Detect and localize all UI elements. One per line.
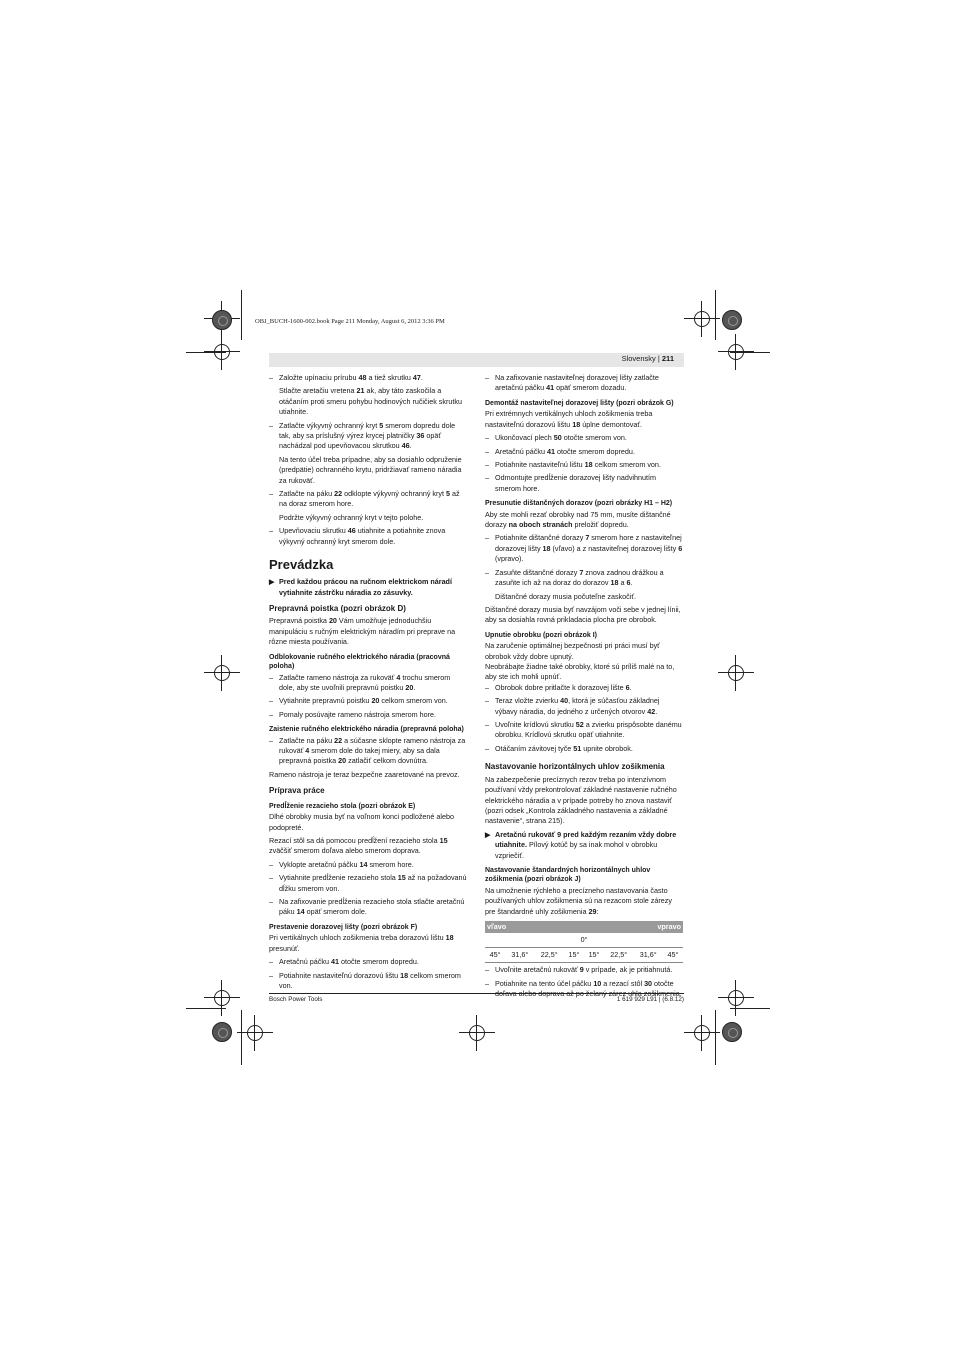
list-item [269, 736, 467, 767]
text-run: utiahnite a potiahnite znova výkyvný ochranný kryt smerom dole. [279, 526, 446, 546]
text-run: smerom hore. [367, 859, 414, 869]
text-run: Odmontujte predĺženie dorazovej lišty nadvihnutím smerom hore. [495, 473, 657, 493]
crop-mark [241, 290, 242, 340]
text-run: Pomaly posúvajte rameno nástroja smerom hore. [279, 709, 436, 719]
text-run: : [596, 906, 599, 916]
list-dash: – [269, 859, 273, 869]
reference-number: 36 [416, 431, 425, 441]
heading-clamping: Upnutie obrobku (pozri obrázok I) [485, 631, 597, 639]
list-item [269, 421, 467, 452]
list-dash: – [269, 526, 273, 536]
crop-mark [186, 352, 226, 353]
text-run: Zatlačte na páku [279, 489, 335, 499]
section-title: Prevádzka [269, 557, 334, 573]
paragraph [485, 886, 683, 917]
reference-number: 5 [379, 420, 384, 430]
list-item [485, 965, 683, 975]
reference-number: 10 [593, 978, 602, 988]
crop-mark [730, 1008, 770, 1009]
list-dash: – [269, 672, 273, 682]
page-header [269, 353, 684, 367]
list-item [485, 473, 683, 494]
text-run: Na tento účel treba prípadne, aby sa dosiahlo odpruženie (predpätie) ochranného krytu, pridržiavať rameno náradia za rukoväť. [279, 454, 462, 485]
reference-number: 15 [397, 873, 406, 883]
reference-number: 30 [644, 978, 653, 988]
text-run: (vpravo). [495, 554, 524, 564]
text-run: . [413, 682, 416, 692]
text-run: Potiahnite nastaviteľnú dorazovú lištu [279, 970, 401, 980]
reference-number: 18 [542, 543, 551, 553]
reference-number: 18 [584, 459, 593, 469]
text-run: zväčšiť smerom doľava alebo smerom doprava. [269, 846, 421, 856]
list-item [269, 526, 467, 547]
text-run: Potiahnite dištančné dorazy [495, 533, 586, 543]
text-run: Zatlačte na páku [279, 735, 335, 745]
text-run: Založte upínaciu prírubu [279, 373, 359, 382]
list-dash: – [485, 446, 489, 456]
crop-mark [715, 1010, 716, 1065]
text-run: opäť smerom dole. [304, 907, 367, 917]
reference-number: 51 [573, 743, 582, 753]
list [485, 533, 683, 601]
left-column [269, 373, 467, 994]
table-cell-angle: 15° [564, 948, 584, 963]
table-cell-angle: 15° [584, 948, 604, 963]
text-run: Zatlačte rameno nástroja za rukoväť [279, 672, 397, 682]
text-run: . [409, 441, 412, 451]
list-item [485, 533, 683, 564]
list-item [485, 568, 683, 589]
intro-list [269, 373, 467, 547]
reference-number: 41 [546, 446, 555, 456]
text-run: . [629, 682, 632, 692]
text-run: Potiahnite na tento účel páčku [495, 978, 594, 988]
paragraph [269, 616, 467, 647]
list [485, 433, 683, 494]
list-dash: – [485, 373, 489, 382]
reference-number: 48 [358, 373, 367, 382]
paragraph: Dištančné dorazy musia byť navzájom voči sebe v jednej línii, aby sa dosiahla rovná prikladacia plocha pre obrobok. [485, 604, 681, 625]
table-cell-angle: 31,6° [633, 948, 662, 963]
list-dash: – [269, 970, 273, 980]
text-run: Otáčaním závitovej tyče [495, 743, 574, 753]
list-item [485, 433, 683, 443]
list-dash: – [269, 709, 273, 719]
reference-number: 41 [546, 383, 555, 393]
text-run: . [655, 706, 658, 716]
text-run: Prepravná poistka [269, 616, 329, 626]
list-dash: – [485, 696, 489, 706]
reference-number: 4 [396, 672, 401, 682]
list-dash: – [485, 965, 489, 975]
list-item [485, 373, 683, 394]
list-dash: – [485, 433, 489, 443]
list-dash: – [485, 682, 489, 692]
reference-number: 6 [678, 543, 683, 553]
text-run: Potiahnite nastaviteľnú lištu [495, 459, 585, 469]
header-language: Slovensky [621, 354, 656, 363]
list-item [269, 971, 467, 992]
text-run: Ukončovací plech [495, 433, 554, 443]
reference-number: 40 [560, 696, 569, 706]
reference-number: 6 [625, 682, 630, 692]
text-run: celkom smerom von. [592, 459, 661, 469]
page-footer [269, 993, 684, 1003]
table-row [485, 948, 683, 963]
heading-unlock: Odblokovanie ručného elektrického náradia (pracovná poloha) [269, 653, 450, 671]
list [269, 860, 467, 918]
list-item [269, 386, 467, 417]
text-run: a tiež skrutku [366, 373, 413, 382]
text-run: Podržte výkyvný ochranný kryt v tejto polohe. [279, 512, 424, 522]
text-run: Vytiahnite prepravnú poistku [279, 696, 372, 706]
list-item [485, 460, 683, 470]
list [269, 736, 467, 767]
text-run: upnite obrobok. [581, 743, 633, 753]
table-cell-angle: 22,5° [604, 948, 633, 963]
reference-number: 22 [334, 735, 343, 745]
crop-mark [241, 1010, 242, 1065]
heading-standard-angles: Nastavovanie štandardných horizontálnych uhlov zošikmenia (pozri obrázok J) [485, 866, 651, 884]
list-dash: – [269, 897, 273, 907]
text-run: Aby ste mohli rezať obrobky nad 75 mm, musíte dištančné dorazy [485, 509, 671, 530]
reference-number: 41 [330, 957, 339, 967]
reference-number: 4 [305, 746, 310, 756]
list-item [269, 897, 467, 918]
list-item [269, 489, 467, 510]
text-run: . [630, 578, 633, 588]
text-run: Na umožnenie rýchleho a precízneho nastavovania často používaných uhlov zošikmenia sú na rezacom stole zárezy pre štandardné uhly zošikmenia [485, 885, 672, 916]
list-item [269, 373, 467, 383]
registration-mark [243, 1021, 267, 1045]
crop-mark [715, 290, 716, 340]
list-item [269, 696, 467, 706]
registration-mark [210, 661, 234, 685]
text-run: Dištančné dorazy musia počuteľne zaskočiť. [495, 591, 637, 601]
paragraph [269, 933, 467, 954]
reference-number: 20 [338, 756, 347, 766]
text-run: a zvierku prispôsobte danému obrobku. Krídlovú skrutku opäť utiahnite. [495, 720, 682, 740]
text-run: a súčasne sklopte rameno nástroja za rukoväť [279, 735, 466, 756]
text-run: Upevňovaciu skrutku [279, 526, 348, 536]
heading-fence-removal: Demontáž nastaviteľnej dorazovej lišty (pozri obrázok G) [485, 399, 674, 407]
footer-right: 1 619 929 L91 | (6.8.12) [616, 996, 684, 1003]
text-run: celkom smerom von. [379, 696, 448, 706]
heading-preparation: Príprava práce [269, 786, 325, 796]
list-item [269, 513, 467, 523]
reference-number: 7 [585, 533, 590, 543]
list-item [269, 873, 467, 894]
registration-mark [724, 661, 748, 685]
paragraph: Rameno nástroja je teraz bezpečne zaaretované na prevoz. [269, 769, 460, 779]
list [269, 673, 467, 721]
reference-number: 46 [347, 526, 356, 536]
text-run: opäť nachádzal pod upevňovacou skrutkou [279, 431, 442, 451]
reference-number: 22 [334, 489, 343, 499]
paragraph [485, 510, 683, 531]
page-number: 211 [661, 354, 674, 363]
list-dash: – [485, 459, 489, 469]
list [269, 957, 467, 991]
reference-number: 47 [412, 373, 421, 382]
text-run: otočte smerom von. [561, 433, 627, 443]
text-run: Na zafixovanie nastaviteľnej dorazovej lišty zatlačte aretačnú páčku [495, 373, 659, 393]
table-cell-angle: 45° [485, 948, 505, 963]
text-run: Zasuňte dištančné dorazy [495, 567, 580, 577]
reference-number: 20 [371, 696, 380, 706]
text-run: opäť smerom dozadu. [554, 383, 627, 393]
paragraph: Neobrábajte žiadne také obrobky, ktoré sú príliš malé na to, aby ste ich mohli upnúť. [485, 662, 675, 682]
list-dash: – [269, 873, 273, 883]
reference-number: 52 [575, 720, 584, 730]
text-run: Vytiahnite predĺženie rezacieho stola [279, 873, 398, 883]
print-slug: OBJ_BUCH-1600-002.book Page 211 Monday, August 6, 2012 3:36 PM [255, 318, 445, 325]
warning-text: Pred každou prácou na ručnom elektrickom náradí vytiahnite zástrčku náradia zo zásuvky. [279, 577, 452, 597]
text-run: až na požadovanú dĺžku smerom von. [279, 873, 467, 893]
registration-mark [210, 986, 234, 1010]
list-dash: – [485, 567, 489, 577]
paragraph: Na zabezpečenie precíznych rezov treba po intenzívnom používaní vždy prekontrolovať základné nastavenie ručného elektrického náradia a v prípade potreby ho znova nastaviť (pozri odsek „Kontrola základného nastavenia a základné nastavenie“, strana 215). [485, 774, 677, 826]
reference-number: 6 [626, 578, 631, 588]
color-target [212, 310, 232, 330]
reference-number: 18 [445, 933, 454, 943]
table-cell-angle: 31,6° [505, 948, 534, 963]
reference-number: 18 [572, 419, 581, 429]
table-cell-angle: 45° [663, 948, 683, 963]
heading-horizontal-angles: Nastavovanie horizontálnych uhlov zošikmenia [485, 762, 665, 772]
table-header-left: vľavo [485, 921, 584, 933]
text-run: Na zafixovanie predĺženia rezacieho stola stlačte aretačnú páku [279, 897, 465, 917]
text-run: Vám umožňuje jednoduchšiu manipuláciu s ručným elektrickým náradím pri preprave na rôzne miesta používania. [269, 616, 456, 647]
registration-mark [465, 1021, 489, 1045]
paragraph [269, 836, 467, 857]
text-run: Rezací stôl sa dá pomocou predĺžení rezacieho stola [269, 836, 440, 845]
text-run: Aretačnú páčku [279, 957, 331, 967]
reference-number: 50 [553, 433, 562, 443]
list-dash: – [485, 743, 489, 753]
heading-table-extension: Predĺženie rezacieho stola (pozri obrázok E) [269, 802, 416, 810]
text-run: (vľavo) a z nastaviteľnej dorazovej lišty [550, 543, 679, 553]
footer-left: Bosch Power Tools [269, 996, 323, 1003]
list-dash: – [269, 696, 273, 706]
reference-number: 14 [296, 907, 305, 917]
text-run: Pri vertikálnych uhloch zošikmenia treba dorazovú lištu [269, 933, 446, 943]
list-item [269, 455, 467, 486]
list-item [485, 744, 683, 754]
text-run: otočte doľava alebo doprava až po želaný zárez uhla zošikmenia. [495, 978, 682, 998]
text-run: Pri extrémnych vertikálnych uhloch zošikmenia treba nastaviteľnú dorazovú lištu [485, 409, 653, 429]
table-cell-angle: 22,5° [534, 948, 563, 963]
list-dash: – [485, 720, 489, 730]
list-item [269, 710, 467, 720]
list-dash: – [485, 473, 489, 483]
text-run: úplne demontovať. [580, 419, 643, 429]
text-run: a [618, 578, 627, 588]
reference-number: 18 [400, 970, 409, 980]
warning: ▶ Pred každou prácou na ručnom elektrickom náradí vytiahnite zástrčku náradia zo zásuvky. [269, 577, 452, 597]
table-header-row [485, 921, 683, 933]
reference-number: 46 [401, 441, 410, 451]
text-run: , ktorá je súčasťou základnej výbavy náradia, do jedného z určených otvorov [495, 696, 660, 716]
list-item [485, 592, 683, 602]
crop-mark [186, 1008, 226, 1009]
text-run: celkom smerom von. [279, 970, 461, 990]
list-item [485, 447, 683, 457]
text-run: presunúť. [269, 943, 300, 953]
text-run: Aretačnú páčku [495, 446, 547, 456]
header-text: Slovensky | 211 [621, 354, 674, 363]
text-run: smerom dole do takej miery, aby sa dala prepravná poistka [279, 746, 440, 766]
text-run: . [420, 373, 423, 382]
crop-mark [730, 352, 770, 353]
list-dash: – [269, 420, 273, 430]
color-target [722, 1022, 742, 1042]
angle-table [485, 921, 683, 963]
paragraph [485, 409, 683, 430]
reference-number: na oboch stranách [508, 520, 573, 530]
list-dash: – [485, 533, 489, 543]
list [485, 683, 683, 754]
text-run: zatlačiť celkom dovnútra. [346, 756, 428, 766]
text-run: Zatlačte výkyvný ochranný kryt [279, 420, 380, 430]
list-dash: – [269, 735, 273, 745]
table-header-right: vpravo [584, 921, 683, 933]
color-target [212, 1022, 232, 1042]
reference-number: 5 [446, 489, 451, 499]
text-run: otočte smerom dopredu. [554, 446, 635, 456]
warning: ▶ Aretačnú rukoväť 9 pred každým rezaním vždy dobre utiahnite. Pílový kotúč by sa inak mohol v obrobku vzpriečiť. [485, 829, 677, 860]
text-run: Uvoľnite aretačnú rukoväť [495, 965, 580, 975]
list-item [485, 720, 683, 741]
reference-number: 18 [610, 578, 619, 588]
right-column [485, 373, 683, 1002]
text-run: smerom dopredu dole tak, aby sa príslušný výrez krycej platničky [279, 420, 456, 441]
reference-number: 9 [579, 965, 584, 975]
reference-number: 15 [439, 836, 448, 845]
registration-mark [690, 307, 714, 331]
text-run: trochu smerom dole, aby ste uvoľnili prepravnú poistku [279, 672, 451, 692]
text-run: ak, aby táto zaskočila a otáčaním proti smeru pohybu hodinových ručičiek skrutku utiahnite. [279, 386, 462, 417]
text-run: Obrobok dobre pritlačte k dorazovej lište [495, 682, 626, 692]
warning-strong: Aretačnú rukoväť 9 pred každým rezaním vždy dobre utiahnite. [495, 829, 677, 850]
reference-number: 7 [579, 567, 584, 577]
table-cell-center: 0° [485, 933, 683, 948]
list-dash: – [269, 957, 273, 967]
heading-spacer-stops: Presunutie dištančných dorazov (pozri obrázky H1 – H2) [485, 500, 673, 508]
list-item [485, 683, 683, 693]
text-run: smerom hore z nastaviteľnej dorazovej lišty [495, 533, 682, 553]
list [485, 373, 683, 394]
reference-number: 20 [405, 682, 414, 692]
list-dash: – [269, 489, 273, 499]
list-dash: – [485, 978, 489, 988]
heading-transport-lock: Prepravná poistka (pozri obrázok D) [269, 603, 406, 613]
warning-text: Pílový kotúč by sa inak mohol v obrobku vzpriečiť. [495, 840, 658, 860]
list-item [269, 957, 467, 967]
text-run: Uvoľnite krídlovú skrutku [495, 720, 576, 730]
text-run: Stlačte aretačiu vretena [279, 386, 357, 396]
text-run: až na doraz smerom hore. [279, 489, 460, 509]
reference-number: 42 [647, 706, 656, 716]
list-item [485, 696, 683, 717]
text-run: otočte smerom dopredu. [338, 957, 419, 967]
list-item [269, 673, 467, 694]
paragraph: Dlhé obrobky musia byť na voľnom konci podložené alebo podopreté. [269, 812, 454, 832]
text-run: v prípade, ak je pritiahnutá. [583, 965, 673, 975]
text-run: znova zadnou drážkou a zasuňte ich až na doraz do dorazov [495, 567, 664, 588]
heading-lock: Zaistenie ručného elektrického náradia (prepravná poloha) [269, 726, 464, 734]
list-dash: – [269, 373, 273, 382]
text-run: odklopte výkyvný ochranný kryt [342, 489, 447, 499]
table-row [485, 933, 683, 948]
reference-number: 21 [356, 386, 365, 396]
text-run: a rezací stôl [601, 978, 645, 988]
reference-number: 20 [328, 616, 337, 626]
paragraph: Na zaručenie optimálnej bezpečnosti pri práci musí byť obrobok vždy dobre upnutý. [485, 641, 660, 661]
list-item [269, 860, 467, 870]
text-run: Vyklopte aretačnú páčku [279, 859, 360, 869]
text-run: Teraz vložte zvierku [495, 696, 561, 706]
text-run: preložiť dopredu. [572, 520, 629, 530]
color-target [722, 310, 742, 330]
reference-number: 14 [359, 859, 368, 869]
reference-number: 29 [588, 906, 597, 916]
registration-mark [724, 986, 748, 1010]
registration-mark [690, 1021, 714, 1045]
heading-fence: Prestavenie dorazovej lišty (pozri obrázok F) [269, 923, 418, 931]
